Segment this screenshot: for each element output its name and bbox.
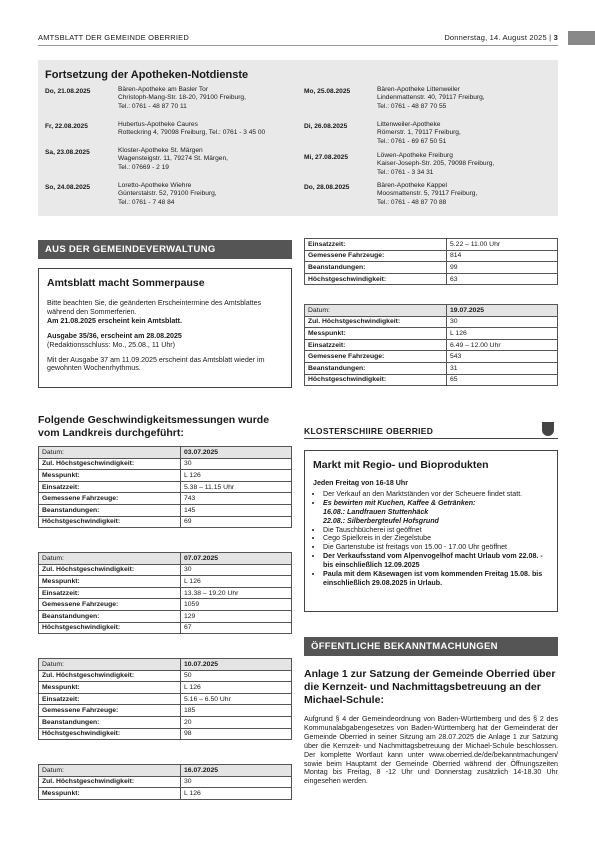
speed-title: Folgende Geschwindigkeitsmessungen wurde vom Landkreis durchgeführt: <box>38 414 270 439</box>
bekanntmachung-text: Aufgrund § 4 der Gemeindeordnung von Baden-Württemberg und des § 2 des Kommunalabgabengesetzes von Baden-Württemberg hat der Gemeinderat der Gemeinde Oberried in seiner Sitzung am 28.07.2025 die Anlage 1 zur Satzung über die Kernzeit- und Nachmittagsbetreuung der Michael-Schule beschlossen. Der komplette Wortlaut kann unter www.oberried.de/de/bekanntmachungen/ sowie beim Hauptamt der Gemeinde Oberried während der Öffnungszeiten Montag bis Freitag, 8 -12 Uhr und Donnerstag zusätzlich 14-18.30 Uhr eingesehen werden. <box>304 715 558 786</box>
pharmacy-date: Mi, 27.08.2025 <box>304 154 348 161</box>
list-item: • Cego Spielkreis in der Ziegelstube <box>323 534 549 543</box>
section-bar-gemeinde: AUS DER GEMEINDEVERWALTUNG <box>38 240 292 259</box>
pharmacy-date: Sa, 23.08.2025 <box>45 149 90 156</box>
speed-table: Datum: 16.07.2025 Zul. Höchstgeschwindigkeit: 30 Messpunkt: L 126 <box>38 764 292 800</box>
pharmacy-date: Mo, 25.08.2025 <box>304 88 351 95</box>
list-item: • Der Verkauf an den Marktständen vor der Scheuere findet statt. <box>323 490 549 499</box>
page-header <box>38 31 558 46</box>
market-box <box>304 450 558 612</box>
pharmacy-date: Fr, 22.08.2025 <box>45 123 88 130</box>
notice-text: Bitte beachten Sie, die geänderten Erscheintermine des Amtsblattes während den Sommerferien. Am 21.08.2025 erscheint kein Amtsblatt. Ausgabe 35/36, erscheint am 28.08.2025 (Redaktionsschluss: Mo., 25.08., 11 Uhr) Mit der Ausgabe 37 am 11.09.2025 erscheint das Amtsblatt wieder im gewohnten Wochenrhythmus. <box>47 299 265 373</box>
pharmacy-entry: Bären-Apotheke Littenweiler Lindenmattenstr. 40, 79117 Freiburg, Tel.: 0761 - 48 87 70 55 <box>377 86 485 110</box>
publication-name: AMTSBLATT DER GEMEINDE OBERRIED <box>38 33 189 42</box>
pharmacy-date: Do, 28.08.2025 <box>304 184 350 191</box>
market-list <box>313 490 549 588</box>
list-item: • Der Verkaufsstand vom Alpenvogelhof macht Urlaub vom 22.08. - bis einschließlich 12.09.2025 <box>323 552 549 570</box>
coat-of-arms-icon <box>542 422 554 436</box>
list-item: • Die Tauschbücherei ist geöffnet <box>323 526 549 535</box>
speed-table: Datum: 03.07.2025 Zul. Höchstgeschwindigkeit: 30 Messpunkt: L 126 Einsatzzeit: 5.38 – 11.15 Uhr Gemessene Fahrzeuge: 743 Beanstandungen: 145 Höchstgeschwindigkeit: 69 <box>38 446 292 528</box>
pharmacy-entry: Kloster-Apotheke St. Märgen Wagensteigstr. 11, 79274 St. Märgen, Tel.: 07669 - 2 19 <box>118 147 228 171</box>
page-tab <box>568 31 595 45</box>
speed-table: Datum: 10.07.2025 Zul. Höchstgeschwindigkeit: 50 Messpunkt: L 126 Einsatzzeit: 5.16 – 6.50 Uhr Gemessene Fahrzeuge: 185 Beanstandungen: 20 Höchstgeschwindigkeit: 98 <box>38 658 292 740</box>
section-bar-bekanntmachungen: ÖFFENTLICHE BEKANNTMACHUNGEN <box>304 637 558 656</box>
notice-box <box>38 268 292 388</box>
pharmacy-entry: Bären-Apotheke Kappel Moosmattenstr. 5, 79117 Freiburg, Tel.: 0761 - 48 87 70 88 <box>377 182 478 206</box>
pharmacy-date: Do, 21.08.2025 <box>45 88 91 95</box>
pharmacy-box <box>38 60 558 216</box>
pharmacy-entry: Bären-Apotheke am Basler Tor Christoph-Mang-Str. 18-20, 79100 Freiburg, Tel.: 0761 - 48 87 70 11 <box>118 86 246 110</box>
list-item: • Die Gartenstube ist freitags von 15.00 - 17.00 Uhr geöffnet <box>323 543 549 552</box>
pharmacy-entry: Löwen-Apotheke Freiburg Kaiser-Joseph-Str. 205, 79098 Freiburg, Tel.: 0761 - 3 34 31 <box>377 152 495 176</box>
pharmacy-entry: Hubertus-Apotheke Caures Rotteckring 4, 79098 Freiburg, Tel.: 0761 - 3 45 00 <box>118 121 266 137</box>
market-subtitle: Jeden Freitag von 16-18 Uhr <box>313 479 409 487</box>
speed-table: Datum: 07.07.2025 Zul. Höchstgeschwindigkeit: 30 Messpunkt: L 126 Einsatzzeit: 13.38 – 19.20 Uhr Gemessene Fahrzeuge: 1059 Beanstandungen: 129 Höchstgeschwindigkeit: 67 <box>38 552 292 634</box>
section-header-kloster: KLOSTERSCHIIRE OBERRIED <box>304 422 558 439</box>
pharmacy-date: So, 24.08.2025 <box>45 184 91 191</box>
issue-date: Donnerstag, 14. August 2025 | 3 <box>444 33 558 42</box>
speed-table-continued: Einsatzzeit: 5.22 – 11.00 Uhr Gemessene Fahrzeuge: 814 Beanstandungen: 99 Höchstgeschwindigkeit: 63 <box>304 238 558 285</box>
pharmacy-date: Di, 26.08.2025 <box>304 123 348 130</box>
pharmacy-entry: Littenweiler-Apotheke Römerstr. 1, 79117 Freiburg, Tel.: 0761 - 69 67 50 51 <box>377 121 461 145</box>
notice-title: Amtsblatt macht Sommerpause <box>47 277 205 289</box>
bekanntmachung-title: Anlage 1 zur Satzung der Gemeinde Oberried über die Kernzeit- und Nachmittagsbetreuung an der Michael-Schule: <box>304 668 556 706</box>
pharmacy-title: Fortsetzung der Apotheken-Notdienste <box>45 69 249 81</box>
list-item: • Es bewirten mit Kuchen, Kaffee & Getränken: 16.08.: Landfrauen Stuttenhäck 22.08.: Silberbergteufel Hofsgrund <box>323 499 549 526</box>
speed-table: Datum: 19.07.2025 Zul. Höchstgeschwindigkeit: 30 Messpunkt: L 126 Einsatzzeit: 6.49 – 12.00 Uhr Gemessene Fahrzeuge: 543 Beanstandungen: 31 Höchstgeschwindigkeit: 65 <box>304 304 558 386</box>
list-item: • Paula mit dem Käsewagen ist vom kommenden Freitag 15.08. bis einschließlich 29.08.2025 in Urlaub. <box>323 570 549 588</box>
market-title: Markt mit Regio- und Bioprodukten <box>313 459 489 471</box>
pharmacy-entry: Loretto-Apotheke Wiehre Günterstalstr. 52, 79100 Freiburg, Tel.: 0761 - 7 48 84 <box>118 182 217 206</box>
